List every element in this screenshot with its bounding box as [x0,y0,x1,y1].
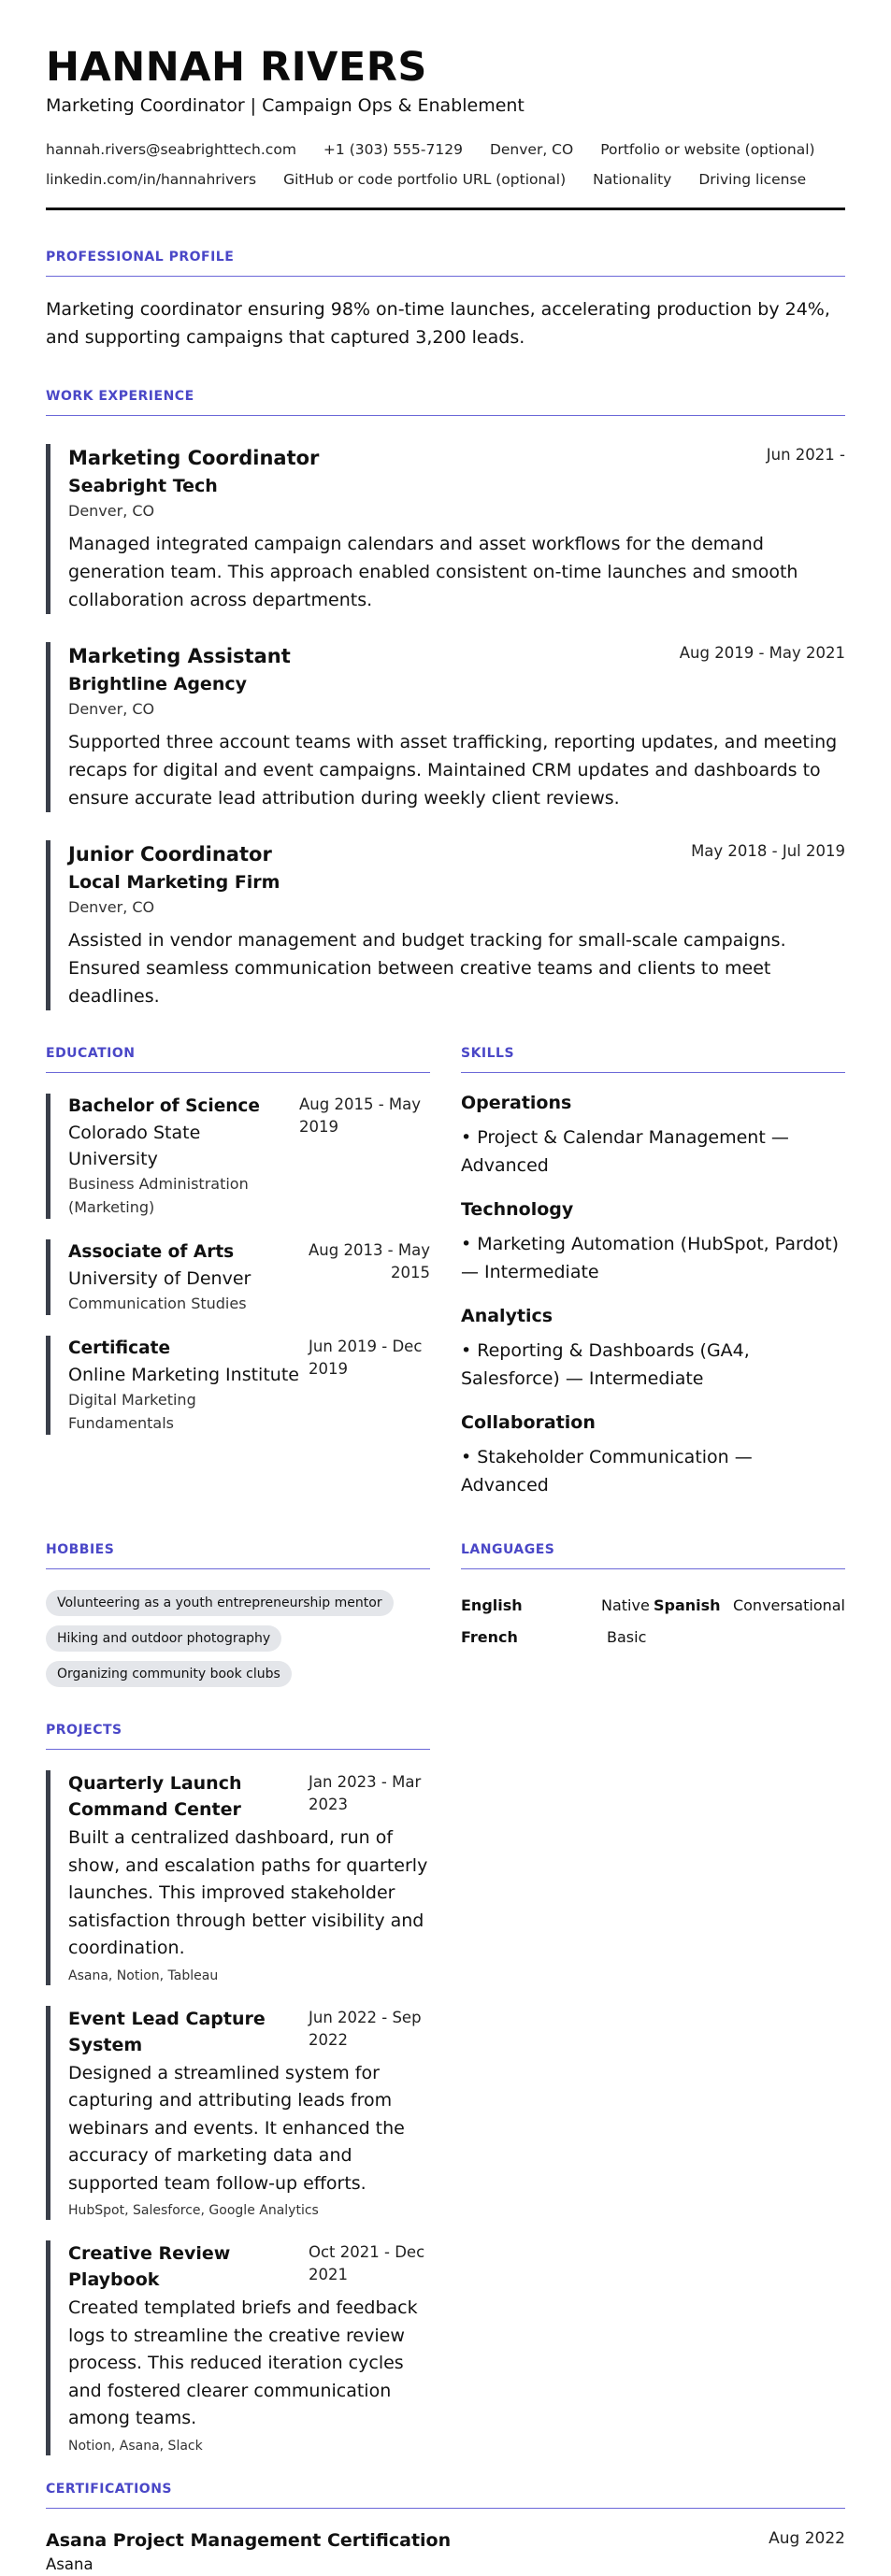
education-dates: Aug 2015 - May 2019 [299,1095,422,1136]
job-dates: May 2018 - Jul 2019 [691,842,845,860]
contact-linkedin[interactable]: linkedin.com/in/hannahrivers [46,171,257,188]
contact-phone[interactable]: +1 (303) 555-7129 [323,141,463,158]
education-school: Colorado State University [68,1123,201,1169]
certification-name: Asana Project Management Certification [46,2529,452,2551]
section-title-projects: PROJECTS [46,1723,430,1750]
skill-category: Analytics [461,1306,553,1326]
candidate-headline: Marketing Coordinator | Campaign Ops & Enablement [46,95,525,116]
section-title-work: WORK EXPERIENCE [46,389,845,416]
job-entry [46,642,845,812]
job-description: Managed integrated campaign calendars and asset workflows for the demand generation team. This approach enabled consistent on-time launches and smooth collaboration across departments. [68,534,798,610]
section-title-skills: SKILLS [461,1046,845,1073]
project-dates: Jun 2022 - Sep 2022 [309,2008,422,2049]
job-dates: Jun 2021 - [766,446,845,464]
education-degree: Associate of Arts [68,1242,235,1262]
project-tools: HubSpot, Salesforce, Google Analytics [68,2203,319,2218]
certification-date: Aug 2022 [769,2528,845,2548]
language-level: Native [601,1596,650,1614]
education-entry [46,1336,430,1435]
language-name: French [461,1628,518,1646]
contact-email[interactable]: hannah.rivers@seabrighttech.com [46,141,296,158]
education-school: Online Marketing Institute [68,1365,299,1385]
education-entry [46,1239,430,1315]
education-field: Digital Marketing Fundamentals [68,1391,196,1432]
hobby-chip: Hiking and outdoor photography [46,1625,281,1652]
language-name: Spanish [654,1596,721,1614]
skill-item: • Marketing Automation (HubSpot, Pardot) — Intermediate [461,1234,840,1282]
hobbies-languages-row [46,1542,845,1696]
education-field: Business Administration (Marketing) [68,1175,249,1216]
job-dates: Aug 2019 - May 2021 [679,644,845,662]
languages-section [461,1542,845,1696]
project-title: Creative Review Playbook [68,2243,231,2290]
skill-item: • Project & Calendar Management — Advanced [461,1127,789,1176]
section-title-education: EDUCATION [46,1046,430,1073]
resume-header [46,43,845,210]
skill-group [461,1303,845,1393]
language-level: Conversational [732,1596,845,1614]
language-level: Basic [607,1628,647,1646]
certification-entry [46,2527,845,2576]
hobby-list [46,1590,430,1696]
education-dates: Jun 2019 - Dec 2019 [309,1338,423,1378]
contact-driving-license: Driving license [698,171,807,188]
job-description: Supported three account teams with asset trafficking, reporting updates, and meeting recaps for digital and event campaigns. Maintained CRM updates and dashboards to ensure accurate lead attribution during weekly client reviews. [68,732,838,809]
skill-group [461,1410,845,1499]
header-divider [46,208,845,210]
skill-group [461,1196,845,1286]
project-tools: Notion, Asana, Slack [68,2438,203,2454]
hobbies-section [46,1542,430,1696]
job-entry [46,840,845,1010]
job-company: Seabright Tech [68,476,218,496]
profile-summary: Marketing coordinator ensuring 98% on-time launches, accelerating production by 24%, and supporting campaigns that captured 3,200 leads. [46,299,830,348]
skill-item: • Stakeholder Communication — Advanced [461,1447,753,1496]
projects-section [46,1723,430,2455]
section-title-hobbies: HOBBIES [46,1542,430,1569]
job-entry [46,444,845,614]
language-list [461,1590,845,1653]
hobby-chip: Volunteering as a youth entrepreneurship mentor [46,1590,394,1616]
project-description: Designed a streamlined system for capturing and attributing leads from webinars and events. It enhanced the accuracy of marketing data and supported team follow-up efforts. [68,2062,405,2194]
skill-item: • Reporting & Dashboards (GA4, Salesforce) — Intermediate [461,1340,750,1389]
contact-github[interactable]: GitHub or code portfolio URL (optional) [283,171,567,188]
candidate-name: HANNAH RIVERS [46,44,427,91]
section-title-certifications: CERTIFICATIONS [46,2482,845,2509]
education-school: University of Denver [68,1268,251,1289]
contact-info [46,135,850,194]
skill-category: Collaboration [461,1412,596,1433]
project-tools: Asana, Notion, Tableau [68,1968,219,1983]
education-entry [46,1094,430,1219]
project-title: Quarterly Launch Command Center [68,1773,242,1820]
project-title: Event Lead Capture System [68,2008,266,2055]
work-experience-section [46,389,845,1010]
skill-category: Operations [461,1093,572,1113]
section-title-profile: PROFESSIONAL PROFILE [46,250,845,277]
skills-section [461,1046,845,1499]
contact-nationality: Nationality [593,171,672,188]
education-dates: Aug 2013 - May 2015 [308,1241,430,1281]
job-location: Denver, CO [68,898,155,916]
profile-section [46,250,845,351]
job-company: Brightline Agency [68,674,247,694]
job-title: Junior Coordinator [68,843,272,866]
certification-issuer: Asana [46,2555,93,2573]
contact-location: Denver, CO [489,141,574,158]
education-field: Communication Studies [68,1295,247,1312]
education-degree: Bachelor of Science [68,1096,260,1116]
skill-category: Technology [461,1199,574,1220]
job-location: Denver, CO [68,502,155,520]
language-name: English [461,1596,523,1614]
education-skills-row [46,1046,845,1499]
hobby-chip: Organizing community book clubs [46,1661,292,1687]
job-title: Marketing Coordinator [68,447,320,469]
project-entry [46,2006,430,2221]
project-dates: Oct 2021 - Dec 2021 [309,2243,425,2283]
project-dates: Jan 2023 - Mar 2023 [309,1773,422,1813]
section-title-languages: LANGUAGES [461,1542,845,1569]
project-description: Built a centralized dashboard, run of show, and escalation paths for quarterly launches. This improved stakeholder satisfaction through better visibility and coordination. [68,1827,428,1958]
certifications-section [46,2482,845,2576]
skill-group [461,1090,845,1180]
project-entry [46,2240,430,2455]
project-description: Created templated briefs and feedback logs to streamline the creative review process. This reduced iteration cycles and fostered clearer communication among teams. [68,2297,418,2428]
contact-portfolio[interactable]: Portfolio or website (optional) [600,141,815,158]
job-company: Local Marketing Firm [68,872,280,893]
job-location: Denver, CO [68,700,155,718]
education-degree: Certificate [68,1338,170,1358]
project-entry [46,1770,430,1985]
job-title: Marketing Assistant [68,645,291,667]
job-description: Assisted in vendor management and budget tracking for small-scale campaigns. Ensured seamless communication between creative teams and clients to meet deadlines. [68,930,786,1007]
education-section [46,1046,430,1499]
